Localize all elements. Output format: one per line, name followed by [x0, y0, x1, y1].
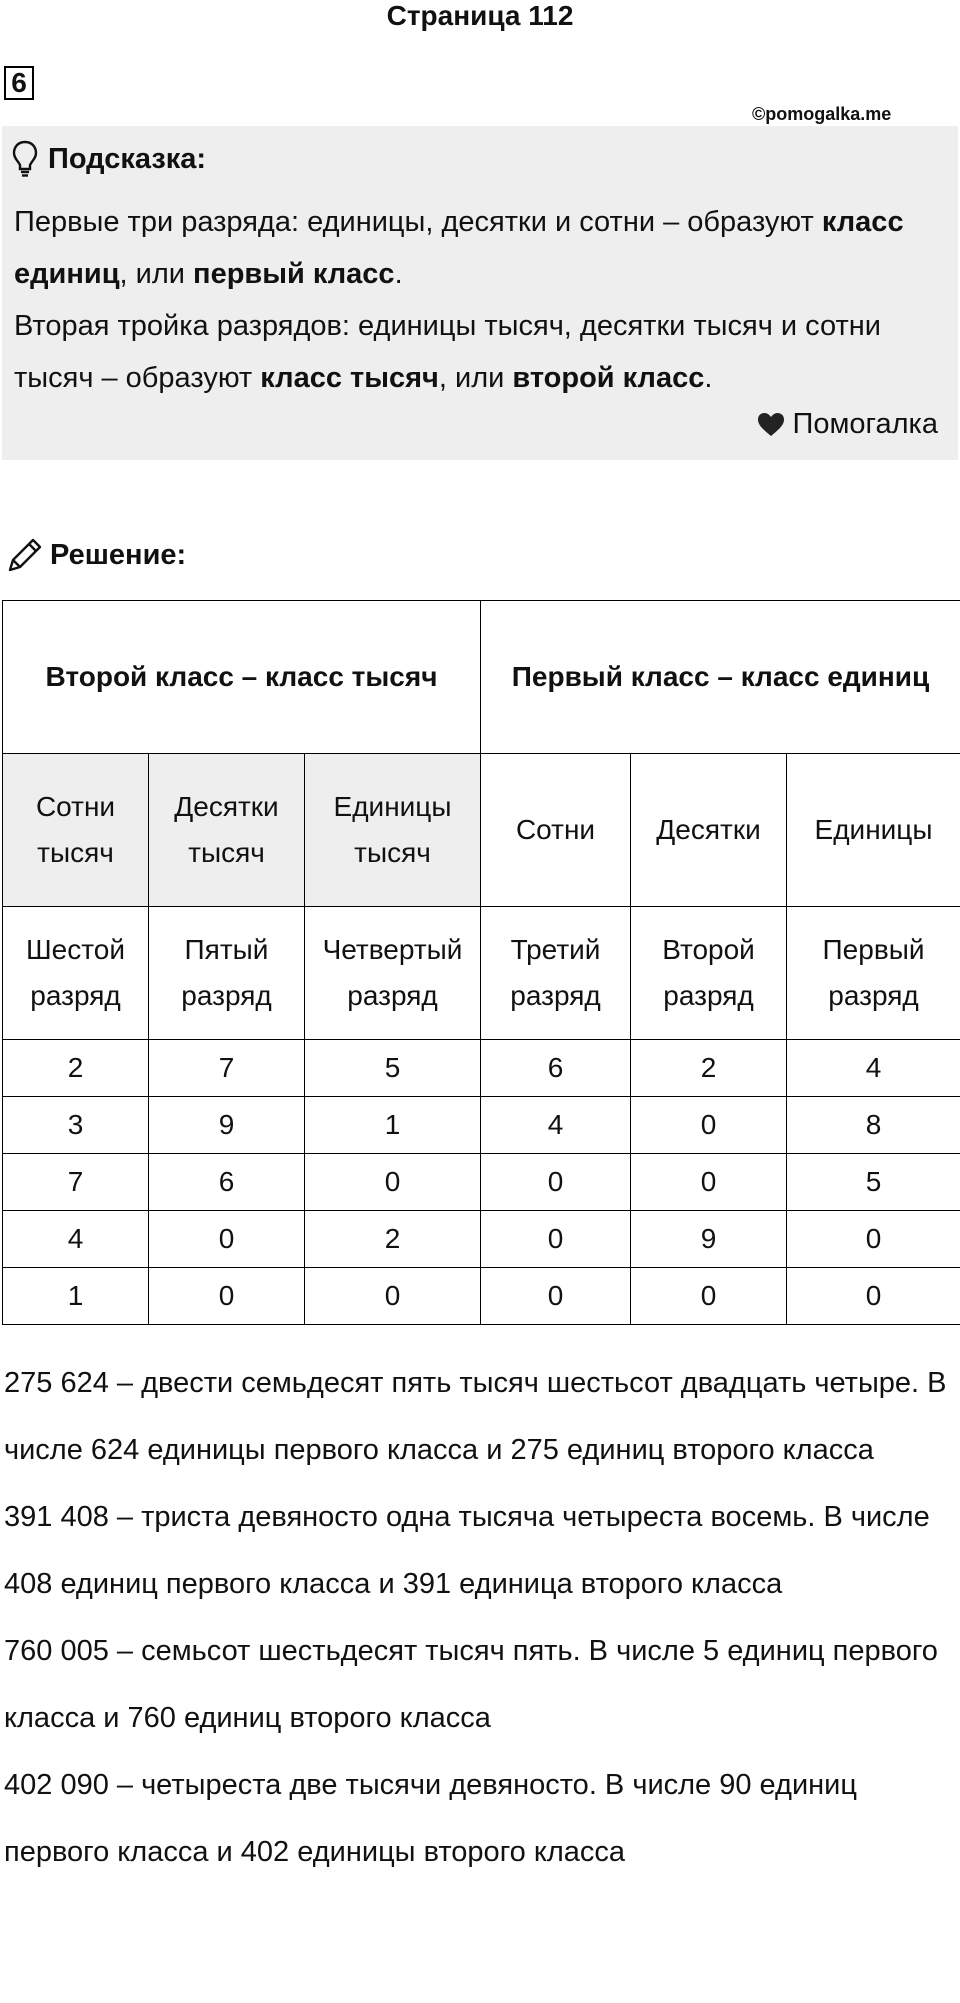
header-line: тысяч	[37, 837, 114, 868]
hint-text-part: Вторая тройка разрядов: единицы тысяч, десятки тысяч и сотни тысяч – образуют	[14, 310, 881, 394]
header-line: тысяч	[188, 837, 265, 868]
digit-cell: 3	[3, 1097, 149, 1154]
digit-cell: 4	[787, 1040, 960, 1097]
place-header-cell	[631, 907, 787, 1040]
lightbulb-icon	[12, 140, 38, 178]
place-header-cell	[481, 907, 631, 1040]
hint-box	[2, 126, 958, 460]
digit-header-cell	[305, 754, 481, 907]
header-line: Первый	[822, 934, 925, 965]
task-number: 6	[4, 66, 34, 100]
header-line: Сотни	[515, 814, 596, 845]
digit-cell: 2	[3, 1040, 149, 1097]
digit-cell: 0	[481, 1211, 631, 1268]
heart-icon	[757, 412, 785, 438]
digit-cell: 0	[787, 1211, 960, 1268]
hint-signature	[757, 408, 938, 441]
header-line: разряд	[30, 980, 121, 1011]
table-row	[3, 1154, 960, 1211]
digit-cell: 0	[305, 1268, 481, 1325]
header-line: Пятый	[184, 934, 269, 965]
place-header-cell	[787, 907, 960, 1040]
header-line: разряд	[663, 980, 754, 1011]
header-line: Третий	[510, 934, 601, 965]
page-title: Страница 112	[386, 0, 574, 31]
copyright-label: ©pomogalka.me	[752, 104, 892, 124]
digit-header-cell	[481, 754, 631, 907]
hint-bold-term: класс единиц	[14, 206, 904, 290]
digit-cell: 0	[149, 1268, 305, 1325]
hint-bold-term: первый класс	[193, 258, 395, 290]
digit-cell: 0	[631, 1154, 787, 1211]
digit-cell: 7	[3, 1154, 149, 1211]
class-header-cell: Второй класс – класс тысяч	[3, 601, 481, 754]
digit-cell: 8	[787, 1097, 960, 1154]
digit-cell: 7	[149, 1040, 305, 1097]
ranks-table	[2, 600, 960, 1325]
answer-paragraph: 760 005 – семьсот шестьдесят тысяч пять. В числе 5 единиц первого класса и 760 единиц второго класса	[4, 1635, 938, 1734]
digit-header-cell	[787, 754, 960, 907]
header-line: разряд	[510, 980, 601, 1011]
digit-cell: 0	[149, 1211, 305, 1268]
digit-cell: 4	[481, 1097, 631, 1154]
hint-text-part: .	[704, 362, 713, 394]
place-header-cell	[305, 907, 481, 1040]
digit-cell: 9	[631, 1211, 787, 1268]
digit-cell: 2	[631, 1040, 787, 1097]
class-header-row	[3, 601, 960, 754]
digit-cell: 5	[305, 1040, 481, 1097]
hint-text-part: , или	[438, 362, 513, 394]
digit-cell: 1	[305, 1097, 481, 1154]
digit-header-cell	[3, 754, 149, 907]
answers-section	[4, 1350, 954, 1886]
digit-cell: 5	[787, 1154, 960, 1211]
place-header-row	[3, 907, 960, 1040]
hint-text-part: , или	[119, 258, 194, 290]
header-line: Четвертый	[322, 934, 463, 965]
header-line: Единицы	[333, 791, 452, 822]
digit-cell: 1	[3, 1268, 149, 1325]
header-line: Десятки	[656, 814, 761, 845]
header-line: Десятки	[174, 791, 279, 822]
table-row	[3, 1097, 960, 1154]
hint-bold-term: класс тысяч	[260, 362, 439, 394]
digit-cell: 0	[305, 1154, 481, 1211]
digit-cell: 0	[481, 1268, 631, 1325]
header-line: разряд	[181, 980, 272, 1011]
class-header-cell: Первый класс – класс единиц	[481, 601, 960, 754]
header-line: Сотни	[35, 791, 116, 822]
hint-bold-term: второй класс	[512, 362, 705, 394]
header-line: разряд	[828, 980, 919, 1011]
hint-title: Подсказка:	[48, 142, 207, 175]
answer-paragraph: 402 090 – четыреста две тысячи девяносто. В числе 90 единиц первого класса и 402 единицы второго класса	[4, 1769, 857, 1868]
digit-cell: 6	[481, 1040, 631, 1097]
digit-cell: 4	[3, 1211, 149, 1268]
hint-text-part: Первые три разряда: единицы, десятки и сотни – образуют	[14, 206, 822, 238]
digit-cell: 2	[305, 1211, 481, 1268]
place-header-cell	[3, 907, 149, 1040]
digit-cell: 6	[149, 1154, 305, 1211]
signature-label: Помогалка	[792, 408, 938, 440]
solution-title: Решение:	[50, 538, 187, 571]
answer-paragraph: 275 624 – двести семьдесят пять тысяч шестьсот двадцать четыре. В числе 624 единицы первого класса и 275 единиц второго класса	[4, 1367, 947, 1466]
pencil-icon	[6, 536, 44, 574]
header-line: тысяч	[354, 837, 431, 868]
header-line: Второй	[662, 934, 755, 965]
hint-header	[12, 140, 206, 178]
header-line: Шестой	[26, 934, 125, 965]
digit-cell: 9	[149, 1097, 305, 1154]
digit-cell: 0	[787, 1268, 960, 1325]
digit-header-cell	[631, 754, 787, 907]
solution-header	[6, 536, 186, 574]
table-row	[3, 1211, 960, 1268]
table-row	[3, 1040, 960, 1097]
hint-text-part: .	[394, 258, 403, 290]
digit-cell: 0	[631, 1268, 787, 1325]
place-header-cell	[149, 907, 305, 1040]
answer-paragraph: 391 408 – триста девяносто одна тысяча четыреста восемь. В числе 408 единиц первого класса и 391 единица второго класса	[4, 1501, 930, 1600]
digit-header-row	[3, 754, 960, 907]
digit-header-cell	[149, 754, 305, 907]
digit-cell: 0	[481, 1154, 631, 1211]
hint-text	[14, 196, 954, 404]
digit-cell: 0	[631, 1097, 787, 1154]
header-line: разряд	[347, 980, 438, 1011]
header-line: Единицы	[814, 814, 933, 845]
table-row	[3, 1268, 960, 1325]
